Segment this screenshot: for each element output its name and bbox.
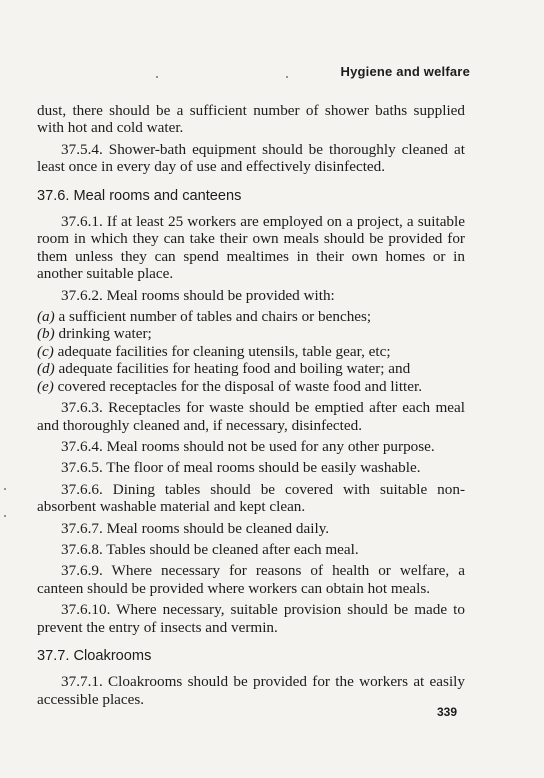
paragraph-37-6-6: 37.6.6. Dining tables should be covered with suitable non-absorbent washable material and kept clean. xyxy=(37,480,465,516)
list-item xyxy=(37,378,465,395)
paragraph-37-6-2: 37.6.2. Meal rooms should be provided with: xyxy=(61,286,335,304)
list-item xyxy=(37,360,465,377)
provision-list xyxy=(37,308,465,395)
list-item xyxy=(37,308,465,325)
paragraph-37-6-1: 37.6.1. If at least 25 workers are employed on a project, a suitable room in which they can take their own meals should be provided for them unless they can spend mealtimes in their own homes or in another suitable place. xyxy=(37,213,465,283)
paragraph-37-7-1: 37.7.1. Cloakrooms should be provided for the workers at easily accessible places. xyxy=(37,673,465,708)
scan-speck xyxy=(4,515,6,517)
list-item-text: covered receptacles for the disposal of waste food and litter. xyxy=(57,377,423,395)
paragraph-37-6-3: 37.6.3. Receptacles for waste should be emptied after each meal and thoroughly cleaned and, if necessary, disinfected. xyxy=(37,399,465,434)
paragraph-37-6-5: 37.6.5. The floor of meal rooms should be easily washable. xyxy=(61,459,421,477)
paragraph-37-5-4: 37.5.4. Shower-bath equipment should be thoroughly cleaned at least once in every day of use and effectively disinfected. xyxy=(37,140,465,176)
list-item-letter: (d) xyxy=(37,360,55,378)
paragraph-37-6-8: 37.6.8. Tables should be cleaned after each meal. xyxy=(61,540,359,558)
scan-speck xyxy=(286,76,288,78)
page-number: 339 xyxy=(436,705,457,719)
scan-speck xyxy=(156,76,158,78)
scan-speck xyxy=(4,488,6,490)
continued-paragraph: dust, there should be a sufficient number of shower baths supplied with hot and cold water. xyxy=(37,102,465,137)
list-item-text: a sufficient number of tables and chairs or benches; xyxy=(58,308,372,326)
list-item-text: drinking water; xyxy=(58,325,152,343)
page-body xyxy=(37,102,465,712)
paragraph-37-6-9: 37.6.9. Where necessary for reasons of health or welfare, a canteen should be provided where workers can obtain hot meals. xyxy=(37,562,465,597)
section-heading-cloakrooms: 37.7. Cloakrooms xyxy=(37,647,152,664)
list-item-letter: (c) xyxy=(37,342,54,360)
list-item-letter: (a) xyxy=(37,308,55,326)
paragraph-37-6-4: 37.6.4. Meal rooms should not be used for any other purpose. xyxy=(61,437,435,455)
paragraph-37-6-10: 37.6.10. Where necessary, suitable provision should be made to prevent the entry of insects and vermin. xyxy=(37,601,465,636)
list-item xyxy=(37,325,465,342)
list-item-letter: (b) xyxy=(37,325,55,343)
list-item-text: adequate facilities for heating food and boiling water; and xyxy=(58,360,411,378)
list-item-letter: (e) xyxy=(37,377,54,395)
list-item xyxy=(37,343,465,360)
paragraph-37-6-7: 37.6.7. Meal rooms should be cleaned daily. xyxy=(61,519,330,537)
list-item-text: adequate facilities for cleaning utensils, table gear, etc; xyxy=(57,342,391,360)
section-heading-meal-rooms: 37.6. Meal rooms and canteens xyxy=(37,187,242,204)
running-header: Hygiene and welfare xyxy=(340,64,470,79)
